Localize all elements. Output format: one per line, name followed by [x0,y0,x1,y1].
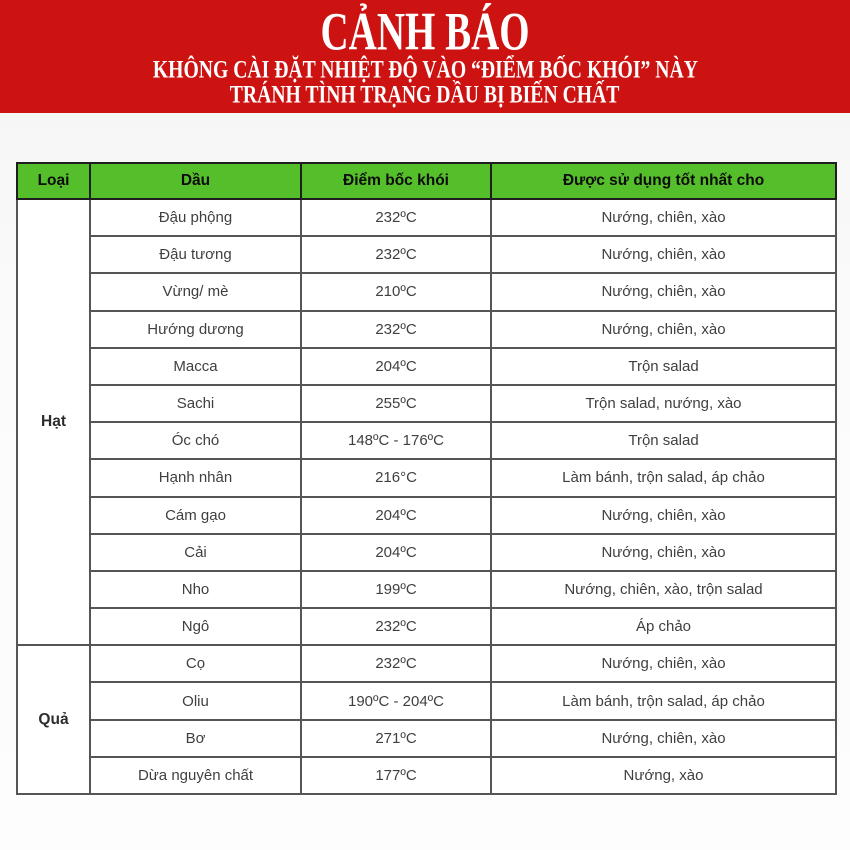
warning-subtitle-line2: TRÁNH TÌNH TRẠNG DẦU BỊ BIẾN CHẤT [230,81,620,109]
table-row [17,422,836,459]
oil-name-cell: Ngô [90,608,301,645]
group-cell-qua: Quả [17,645,90,794]
smoke-point-cell: 255ºC [301,385,491,422]
warning-banner [0,0,850,113]
table-row [17,348,836,385]
smoke-point-cell: 232ºC [301,311,491,348]
best-use-cell: Nướng, chiên, xào, trộn salad [491,571,836,608]
table-row [17,497,836,534]
best-use-cell: Nướng, chiên, xào [491,497,836,534]
oil-name-cell: Macca [90,348,301,385]
group-cell-hat: Hạt [17,199,90,645]
oil-name-cell: Vừng/ mè [90,273,301,310]
oil-name-cell: Dừa nguyên chất [90,757,301,794]
smoke-point-cell: 232ºC [301,236,491,273]
smoke-point-cell: 271ºC [301,720,491,757]
smoke-point-cell: 190ºC - 204ºC [301,682,491,719]
table-row [17,459,836,496]
table-row [17,720,836,757]
best-use-cell: Trộn salad [491,422,836,459]
oil-name-cell: Oliu [90,682,301,719]
table-row [17,311,836,348]
smoke-point-cell: 232ºC [301,199,491,236]
smoke-point-cell: 204ºC [301,534,491,571]
oil-name-cell: Đậu phộng [90,199,301,236]
table-row [17,608,836,645]
best-use-cell: Trộn salad [491,348,836,385]
oil-name-cell: Bơ [90,720,301,757]
oil-name-cell: Nho [90,571,301,608]
best-use-cell: Nướng, chiên, xào [491,645,836,682]
best-use-cell: Nướng, chiên, xào [491,273,836,310]
smoke-point-cell: 177ºC [301,757,491,794]
table-row [17,571,836,608]
best-use-cell: Làm bánh, trộn salad, áp chảo [491,682,836,719]
smoke-point-cell: 204ºC [301,348,491,385]
best-use-cell: Nướng, chiên, xào [491,311,836,348]
table-row [17,273,836,310]
oil-name-cell: Sachi [90,385,301,422]
table-header-row [17,163,836,199]
smoke-point-cell: 210ºC [301,273,491,310]
best-use-cell: Nướng, chiên, xào [491,534,836,571]
best-use-cell: Nướng, xào [491,757,836,794]
table-row [17,757,836,794]
oil-name-cell: Hạnh nhân [90,459,301,496]
oil-name-cell: Hướng dương [90,311,301,348]
smoke-point-cell: 199ºC [301,571,491,608]
oil-name-cell: Cám gạo [90,497,301,534]
oil-name-cell: Cọ [90,645,301,682]
smoke-point-table [16,162,837,795]
column-header-type: Loại [17,163,90,199]
best-use-cell: Nướng, chiên, xào [491,720,836,757]
best-use-cell: Làm bánh, trộn salad, áp chảo [491,459,836,496]
column-header-smoke-point: Điểm bốc khói [301,163,491,199]
table-row [17,534,836,571]
oil-name-cell: Đậu tương [90,236,301,273]
best-use-cell: Nướng, chiên, xào [491,199,836,236]
best-use-cell: Trộn salad, nướng, xào [491,385,836,422]
warning-subtitle-line1: KHÔNG CÀI ĐẶT NHIỆT ĐỘ VÀO “ĐIỂM BỐC KHÓI” NÀY [152,56,698,84]
oil-name-cell: Óc chó [90,422,301,459]
column-header-oil: Dầu [90,163,301,199]
oil-name-cell: Cải [90,534,301,571]
smoke-point-cell: 232ºC [301,645,491,682]
smoke-point-cell: 148ºC - 176ºC [301,422,491,459]
table-row [17,645,836,682]
table-row [17,199,836,236]
best-use-cell: Áp chảo [491,608,836,645]
table-row [17,236,836,273]
column-header-best-use: Được sử dụng tốt nhất cho [491,163,836,199]
smoke-point-cell: 232ºC [301,608,491,645]
smoke-point-cell: 204ºC [301,497,491,534]
warning-title: CẢNH BÁO [320,0,530,62]
smoke-point-cell: 216°C [301,459,491,496]
table-row [17,682,836,719]
table-row [17,385,836,422]
best-use-cell: Nướng, chiên, xào [491,236,836,273]
